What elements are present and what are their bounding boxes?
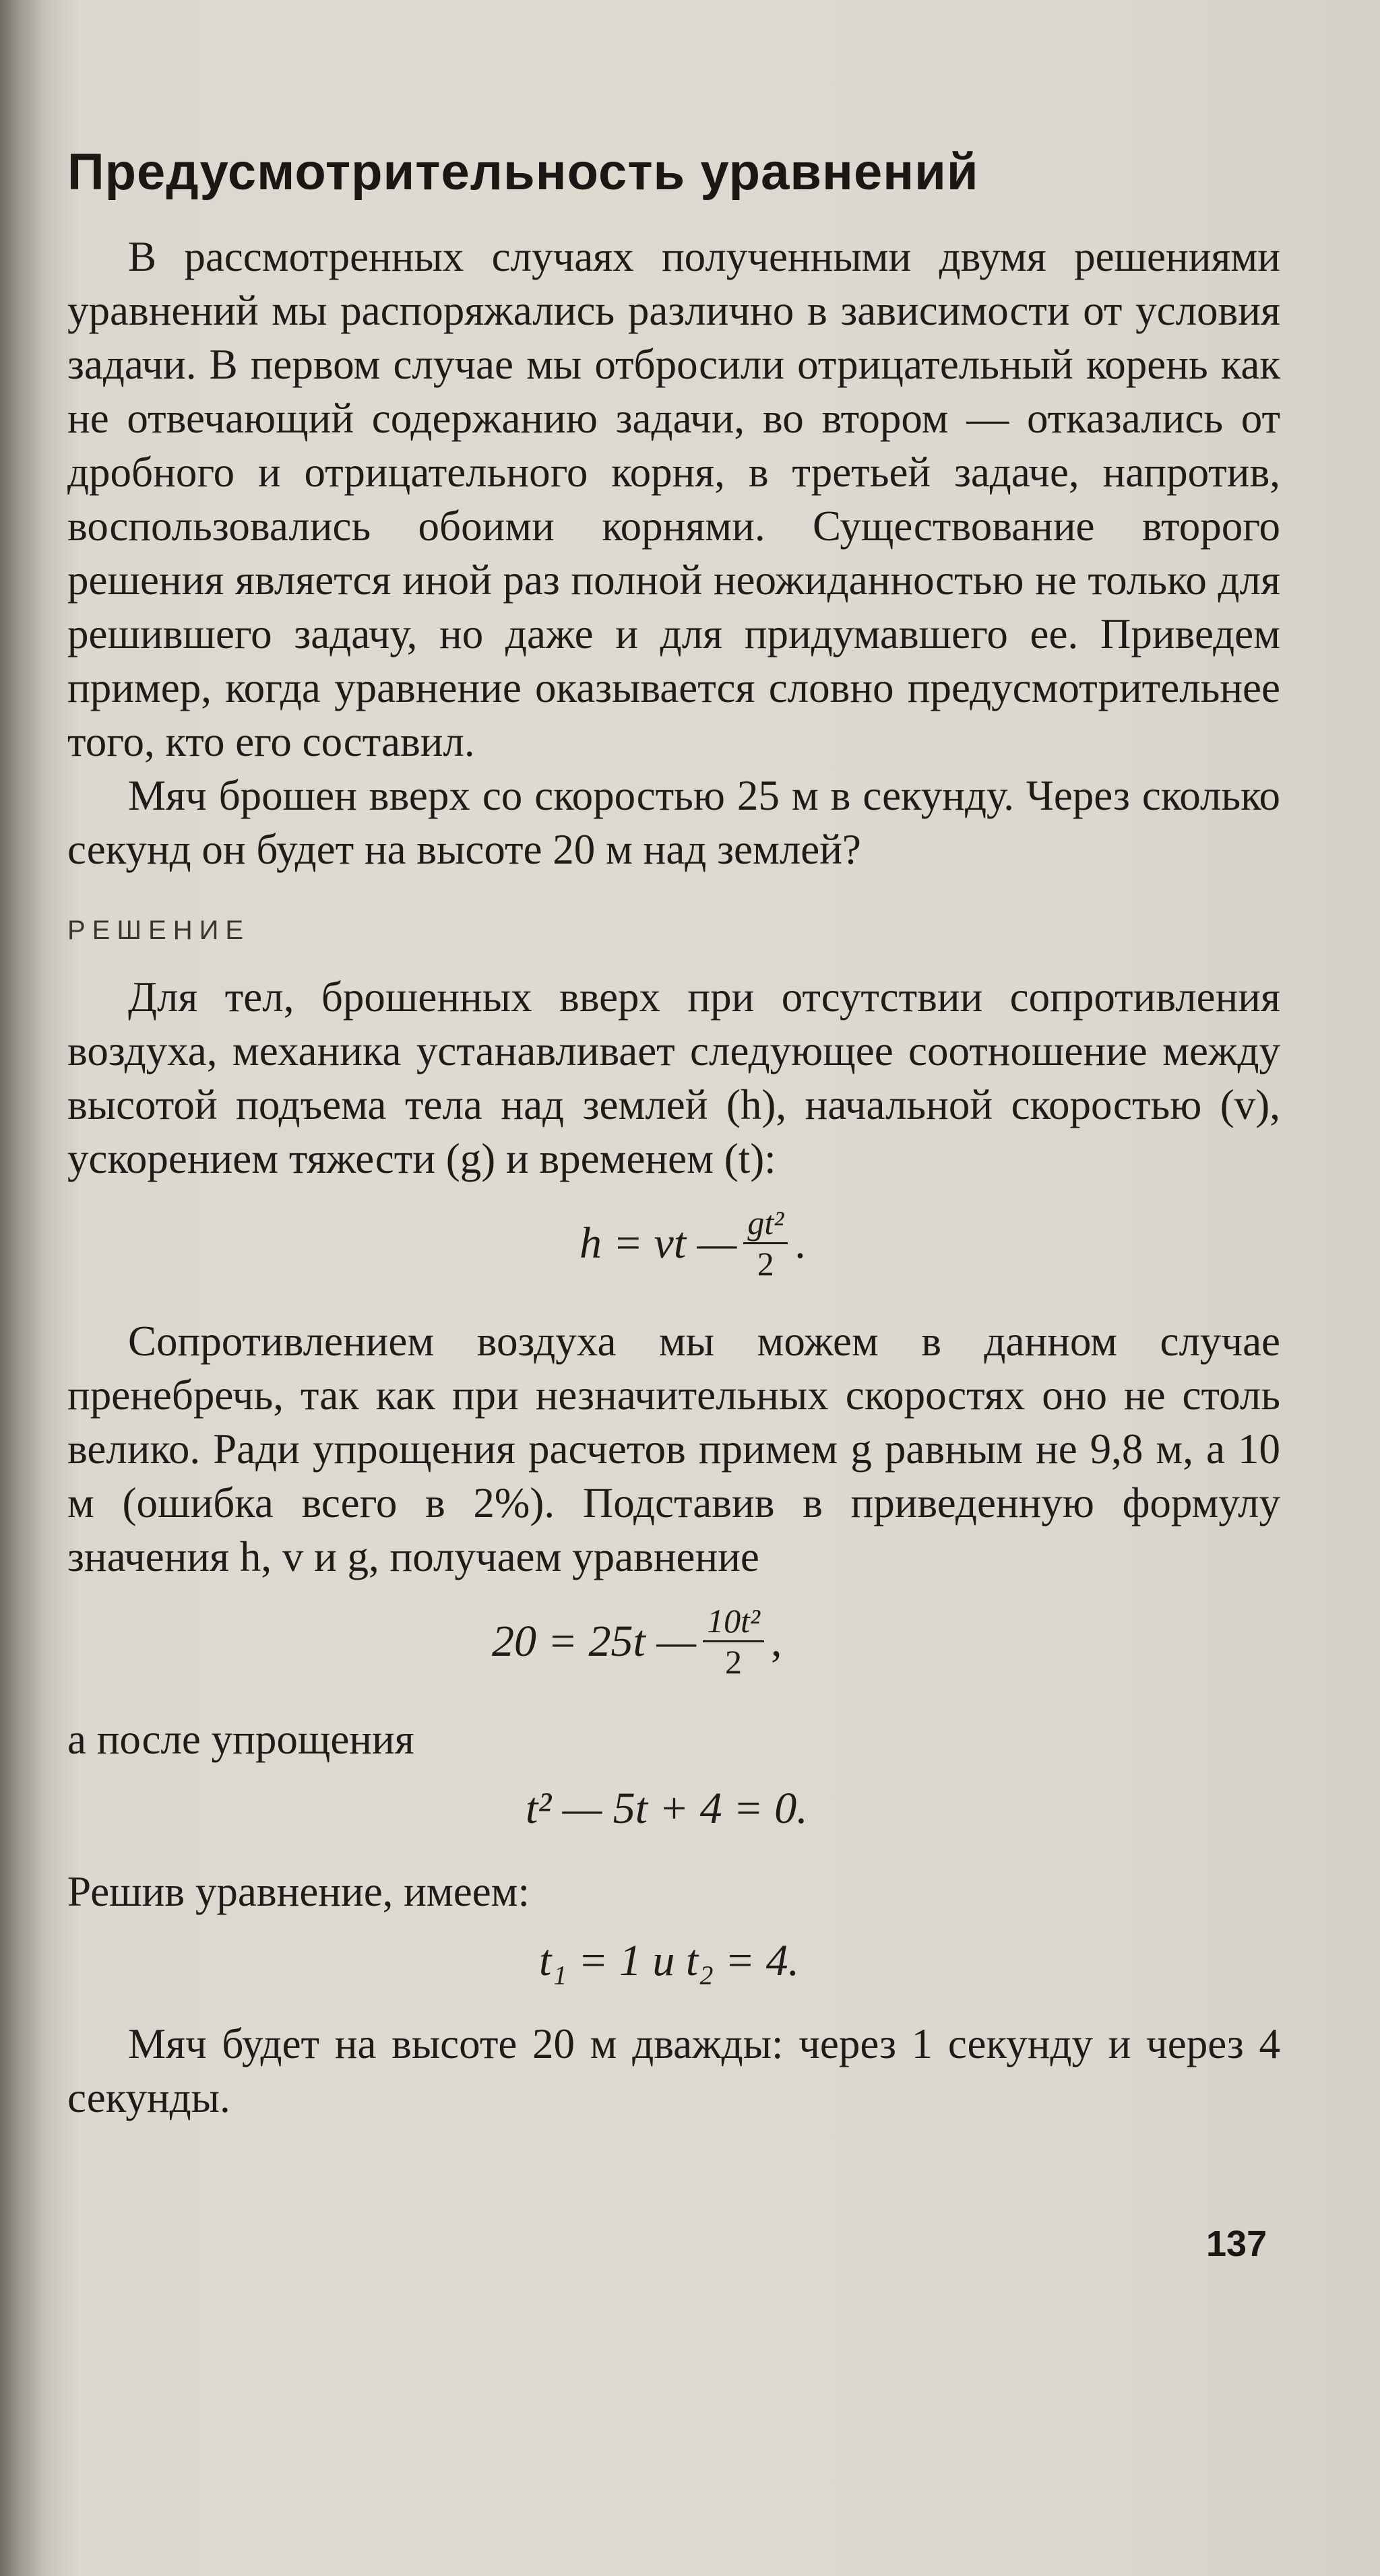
formula-equation-end: ,	[770, 1616, 782, 1666]
formula-roots-text: t₁ = 1 и t₂ = 4.	[539, 1936, 800, 1986]
formula-height-denominator: 2	[757, 1245, 774, 1283]
formula-height	[579, 1206, 1280, 1281]
formula-height-numerator: gt²	[743, 1206, 788, 1244]
formula-equation	[492, 1604, 1280, 1679]
formula-quadratic	[526, 1784, 1280, 1834]
page-number: 137	[1206, 2224, 1267, 2264]
formula-equation-numerator: 10t²	[703, 1604, 764, 1642]
formula-height-left: h = vt —	[579, 1218, 737, 1268]
formula-quadratic-text: t² — 5t + 4 = 0.	[526, 1784, 808, 1834]
paragraph-answer: Мяч будет на высоте 20 м дважды: через 1 секунду и через 4 секунды.	[67, 2020, 1280, 2122]
section-title: Предусмотрительность уравнений	[67, 143, 979, 201]
paragraph-problem: Мяч брошен вверх со скоростью 25 м в секунду. Через сколько секунд он будет на высоте 20 м над землей?	[67, 772, 1280, 874]
formula-equation-denominator: 2	[725, 1643, 742, 1681]
formula-roots	[539, 1936, 1280, 1986]
paragraph-solve: Решив уравнение, имеем:	[67, 1868, 530, 1916]
solution-label: РЕШЕНИЕ	[67, 915, 251, 946]
paragraph-mechanics: Для тел, брошенных вверх при отсутствии сопротивления воздуха, механика устанавливает следующее соотношение между высотой подъема тела над землей (h), начальной скоростью (v), ускорением тяжести (g) и временем (t):	[67, 973, 1280, 1183]
formula-equation-fraction	[703, 1604, 764, 1679]
paragraph-simplify: а после упрощения	[67, 1716, 414, 1764]
formula-height-end: .	[794, 1218, 806, 1268]
paragraph-intro: В рассмотренных случаях полученными двумя решениями уравнений мы распоряжались различно в зависимости от условия задачи. В первом случае мы отбросили отрицательный корень как не отвечающий содержанию задачи, во втором — отказались от дробного и отрицательного корня, в третьей задаче, напротив, воспользовались обоими корнями. Существование второго решения является иной раз полной неожиданностью не только для решившего задачу, но даже и для придумавшего ее. Приведем пример, когда уравнение оказывается словно предусмотрительнее того, кто его составил.	[67, 233, 1280, 766]
formula-equation-left: 20 = 25t —	[492, 1616, 697, 1666]
paragraph-air-resistance: Сопротивлением воздуха мы можем в данном случае пренебречь, так как при незначительных скоростях оно не столь велико. Ради упрощения расчетов примем g равным не 9,8 м, а 10 м (ошибка всего в 2%). Подставив в приведенную формулу значения h, v и g, получаем уравнение	[67, 1318, 1280, 1581]
formula-height-fraction	[743, 1206, 788, 1281]
page-content	[67, 141, 1280, 2125]
